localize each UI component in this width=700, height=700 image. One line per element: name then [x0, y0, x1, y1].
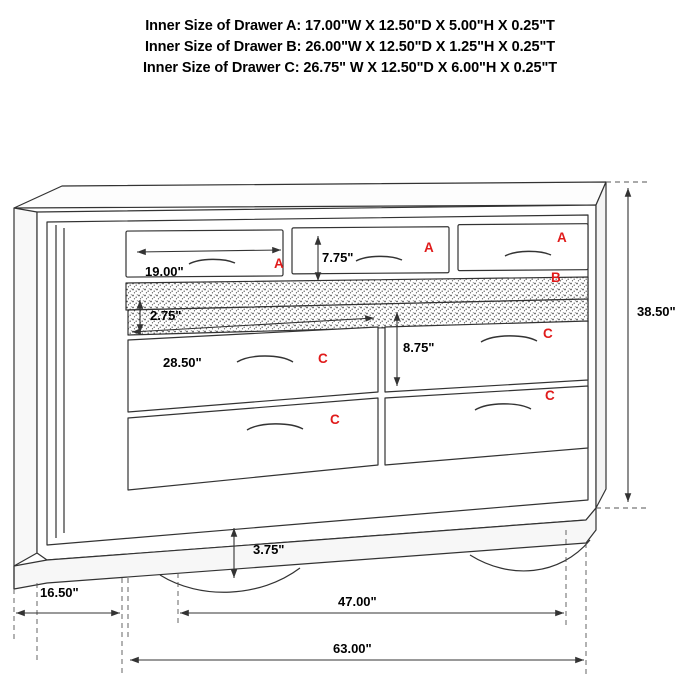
spec-line-drawer-c: Inner Size of Drawer C: 26.75" W X 12.50"D X 6.00"H X 0.25"T — [143, 60, 557, 76]
dim-label-drawer-a-height: 7.75" — [322, 250, 354, 265]
dim-label-overall-height: 38.50" — [637, 304, 676, 319]
dim-label-drawer-c-height: 8.75" — [403, 340, 435, 355]
code-bottom-right: C — [545, 388, 555, 403]
code-mid-right: C — [543, 326, 553, 341]
dim-label-front-width: 47.00" — [338, 594, 377, 609]
dim-label-depth: 16.50" — [40, 585, 79, 600]
code-mid-left: C — [318, 351, 328, 366]
dim-label-drawer-b-height: 2.75" — [150, 308, 182, 323]
dim-label-drawer-c-width: 28.50" — [163, 355, 202, 370]
code-top-middle: A — [424, 240, 434, 255]
code-bottom-left: C — [330, 412, 340, 427]
spec-line-drawer-b: Inner Size of Drawer B: 26.00"W X 12.50"D X 1.25"H X 0.25"T — [144, 39, 556, 55]
dim-label-base-height: 3.75" — [253, 542, 285, 557]
code-glitter-right: B — [551, 270, 561, 285]
dim-label-drawer-a-width: 19.00" — [145, 264, 184, 279]
code-top-right: A — [557, 230, 567, 245]
spec-line-drawer-a: Inner Size of Drawer A: 17.00"W X 12.50"D X 5.00"H X 0.25"T — [145, 18, 555, 34]
code-top-left: A — [274, 256, 284, 271]
dim-label-overall-width: 63.00" — [333, 641, 372, 656]
